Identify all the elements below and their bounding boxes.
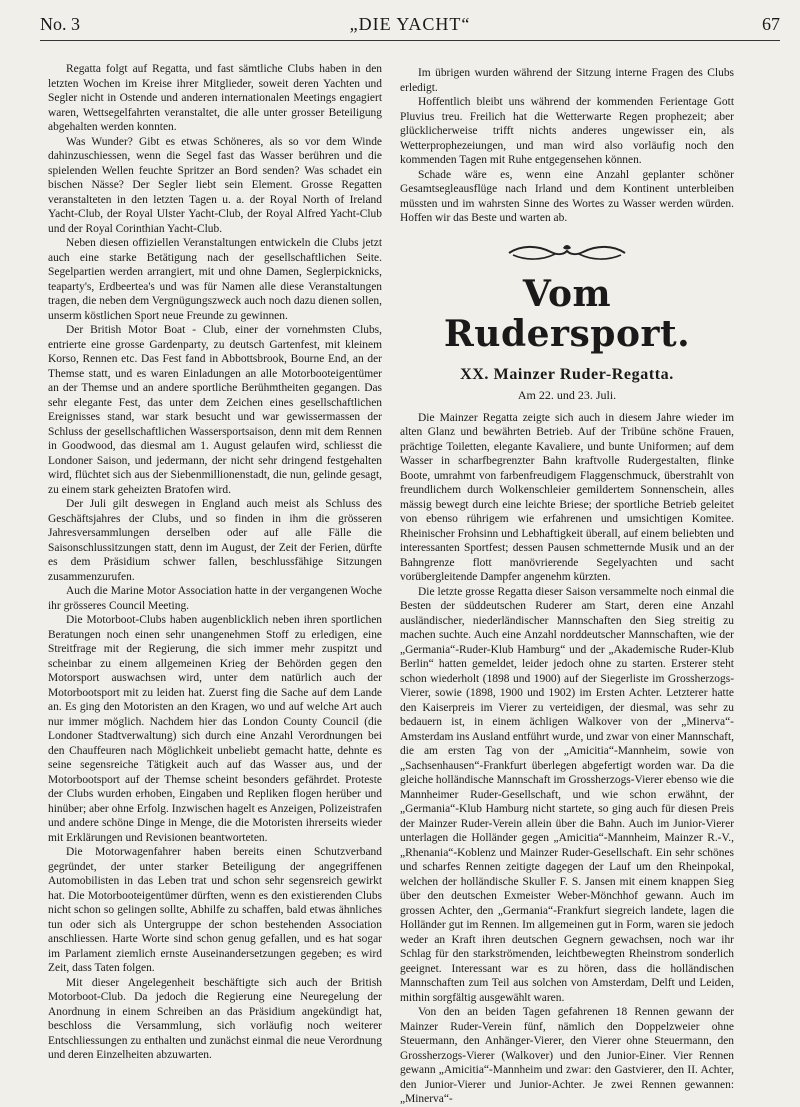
paragraph: Die Motorboot-Clubs haben augenblicklich neben ihren sportlichen Beratungen noch einen sehr unangenehmen Stoff zu erledigen, eine Streitfrage mit der Regierung, die sich immer mehr zuspitzt und scheinbar zu einem allgemeinen Krieg der Behörden gegen den Motorsport auswachsen wird, unter dem natürlich auch der Motorbootsport mit zu leiden hat. Zuerst fing die Sache auf dem Lande an. Es ging den Motoristen an den Kragen, wo und auf welche Art auch nur immer möglich. Nachdem hier das London County Council (die Londoner Stadtverwaltung) sich durch eine Anzahl Verordnungen bei den Chauffeuren nach Möglichkeit unbeliebt gemacht hatte, dehnte es seine segensreiche Tätigkeit auch auf das Wasser aus, und der Motorbootsport auf der Themse scheint besonders gefährdet. Proteste der Clubs wurden erhoben, Eingaben und Repliken flogen herüber und hinüber; aber ohne Erfolg. Inzwischen hagelt es Anzeigen, Polizeistrafen und andere schöne Dinge in Menge, die die Motoristen ihrerseits wieder mit Erklärungen und Revisionen beantworteten. [48,614,382,844]
journal-title: „DIE YACHT“ [349,14,471,34]
article-date: Am 22. und 23. Juli. [517,388,617,402]
paragraph: Hoffentlich bleibt uns während der kommenden Ferientage Gott Pluvius treu. Freilich hat die Wetterwarte Regen prophezeit; aber glücklicherweise trifft nichts anderes ungewisser ein, als Wetterprophezeiungen, und man wird also vorläufig noch den kommenden Tagen mit Ruhe entgegensehen können. [400,96,734,166]
paragraph: Neben diesen offiziellen Veranstaltungen entwickeln die Clubs jetzt auch eine starke Betätigung nach der gesellschaftlichen Seite. Segelpartien werden arrangiert, mit und ohne Damen, Seglerpicknicks, teaparty's, Erdbeertea's und was für Namen alle diese Veranstaltungen tragen, die neben dem Vergnügungszweck auch noch dazu dienen sollen, unserm köstlichen Sport neue Freunde zu gewinnen. [48,237,382,322]
paragraph: Im übrigen wurden während der Sitzung interne Fragen des Clubs erledigt. [400,67,734,94]
ornament-divider-icon [400,242,734,264]
page-header [40,14,780,42]
paragraph: Die letzte grosse Regatta dieser Saison versammelte noch einmal die Besten der süddeutschen Ruderer am Start, deren eine Anzahl ausländischer, niederländischer Mannschaften den Sieg streitig zu machen suchte. Auch eine Anzahl norddeutscher Mannschaften, wie der „Germania“-Ruder-Klub Hamburg“ und der „Akademische Ruder-Klub Berlin“ hatten gemeldet, leider jedoch ohne zu starten. Ersterer steht schon wiederholt (1898 und 1900) auf der Siegerliste im Grossherzogs-Vierer, sowie (1898, 1900 und 1902) im Ersten Achter. Letzterer hatte den Kaiserpreis im Vierer zu verteidigen, der diesmal, was sehr zu bedauern ist, in einem ächligen Walkover von der „Minerva“-Amsterdam ins Ausland entführt wurde, und zwar von einer Mannschaft, die am ersten Tag von der „Amicitia“-Mannheim, sowie von „Sachsenhausen“-Frankfurt überlegen abgefertigt worden war. Da die gleiche holländische Mannschaft im Grossherzogs-Vierer ebenso wie die Mannheimer Ruder-Gesellschaft, und wie schon erwähnt, der „Germania“-Klub Hamburg nicht startete, so ging auch für diesen Preis der Mainzer Ruder-Verein allein über die Bahn. Auch im Junior-Vierer unterlagen die Holländer gegen „Amicitia“-Mannheim, Mainzer R.-V., „Rhenania“-Koblenz und Mainzer Ruder-Gesellschaft. Ein sehr schönes und scharfes Rennen zeitigte dagegen der Lauf um den Rheinpokal, welchen der holländische Skuller F. S. Jansen mit einem knappen Sieg über den deutschen Exmeister Weber-Mönchhof gewann. Auch im grossen Achter, den „Germania“-Frankfurt siegreich landete, lagen die Holländer gut im Rennen. Im allgemeinen gut in Form, waren sie jedoch weder an Kraft ihren deutschen Gegnern gewachsen, noch war ihr Schlag für den starkströmenden, leichtbewegten Rheinstrom sonderlich geeignet. Interessant war es zu hören, dass die holländischen Mannschaften zum Teil aus solchen von Amsterdam, Delft und Leiden, mithin sorgfältig ausgewählt waren. [400,585,734,1004]
issue-number: No. 3 [40,14,80,34]
paragraph: Schade wäre es, wenn eine Anzahl geplanter schöner Gesamtsegleausflüge nach Irland und dem Kontinent unterbleiben müssten und im wahrsten Sinne des Wortes zu Wasser werden würden. Hoffen wir das Beste und warten ab. [400,168,734,224]
article-title: XX. Mainzer Ruder-Regatta. [460,365,674,383]
paragraph: Was Wunder? Gibt es etwas Schöneres, als so vor dem Winde dahinzuschiessen, wenn die Segel fast das Wasser berühren und die spielenden Wellen feuchte Spritzer an Bord senden? Was schadet ein bischen Nässe? Der Segler liebt sein Element. Grosse Regatten veranstalteten in den letzten Tagen u. a. der Royal North of Ireland Yacht-Club, der Royal Ulster Yacht-Club, der Royal Alfred Yacht-Club und der Royal Corinthian Yacht-Club. [48,135,382,235]
page-number: 67 [762,14,780,34]
right-column [400,66,734,1107]
paragraph: Der Juli gilt deswegen in England auch meist als Schluss des Geschäftsjahres der Clubs, und so finden in ihm die grösseren Jahresversammlungen derselben oder auf alle Fälle die Saisonschlussitzungen statt, denn im August, der Zeit der Ferien, dürfte es dem Präsidium schwer fallen, beschlussfähige Sitzungen zusammenzurufen. [48,498,382,583]
paragraph: Regatta folgt auf Regatta, und fast sämtliche Clubs haben in den letzten Wochen im Kreise ihrer Mitglieder, soweit deren Yachten und Segler nicht in Ostende und anderen internationalen Meetings engagiert waren, Wettsegelfahrten veranstaltet, die alle unter grosser Beteiligung abgehalten werden konnten. [48,63,382,133]
paragraph: Auch die Marine Motor Association hatte in der vergangenen Woche ihr grösseres Council Meeting. [48,585,382,612]
paragraph: Die Mainzer Regatta zeigte sich auch in diesem Jahre wieder im alten Glanz und bewährten Betrieb. Auf der Tribüne schöne Frauen, prächtige Toiletten, elegante Kavaliere, und bunte Uniformen; auf dem Wasser in scharfbegrenzter Bahn kraftvolle Rudergestalten, flinke Boote, umrahmt von farbenfreudigem Flaggenschmuck, überstrahlt von freundlichem durch Wolkenschleier gemildertem Sonnenschein, alles mässig bewegt durch eine leichte Briese; der sportliche Betrieb geleitet von ebenso rührigem wie erfahrenen und umsichtigen Komitee. Rheinischer Frohsinn und Lebhaftigkeit überall, auf einem beliebten und interessanten Sportfest; dessen Pausen schmetternde Musik und an der Bahngrenze flott manövrierende Segelyachten und sacht vorübergleitende Dampfer angenehm kürzten. [400,411,734,583]
paragraph: Der British Motor Boat - Club, einer der vornehmsten Clubs, entrierte eine grosse Gardenparty, zu deutsch Gartenfest, mit kleinem Korso, Rennen etc. Das Fest fand in Abbottsbrook, Bourne End, an der Themse statt, und es waren Einladungen an alle Motorbooteigentümer an der Themse und an andere sportliche Berühmtheiten gegangen. Das sehr elegante Fest, das unter dem Zeichen eines gesellschaftlichen Ereignisses stand, war stark besucht und war gewissermassen der Schluss der gesellschaftlichen Wassersportsaison, denn mit dem Rennen in Goodwood, das diesmal am 1. August gelaufen wird, schliesst die Londoner Saison, und jedermann, der nicht sehr dringend festgehalten wird, flüchtet sich aus der Siebenmillionenstadt, die nun, gelinde gesagt, zu einem stark geheizten Bratofen wird. [48,324,382,496]
paragraph: Die Motorwagenfahrer haben bereits einen Schutzverband gegründet, der unter starker Beteiligung der angegriffenen Automobilisten in das Leben trat und schon sehr segensreich gewirkt hat. Die Motorbooteigentümer dürften, wenn es den existierenden Clubs nicht schon so gelingen sollte, Abhilfe zu schaffen, bald etwas ähnliches tun oder sich als Untergruppe der schon bestehenden Association anschliessen. Harte Worte sind schon genug gefallen, und es hat sogar im Parlament ziemlich ernste Auseinandersetzungen gegeben; es wird Zeit, dass Taten folgen. [48,846,382,974]
header-rule [40,40,780,41]
paragraph: Mit dieser Angelegenheit beschäftigte sich auch der British Motorboot-Club. Da jedoch die Regierung eine Neuregelung der Anordnung in einem Schreiben an das Präsidium angekündigt hat, beschloss die Versammlung, sich vorläufig noch weiterer Entschliessungen zu enthalten und zunächst einmal die neue Verordnung und deren Einzelheiten abzuwarten. [48,976,382,1061]
left-column [48,62,382,1063]
paragraph: Von den an beiden Tagen gefahrenen 18 Rennen gewann der Mainzer Ruder-Verein fünf, nämlich den Doppelzweier ohne Steuermann, den Anhänger-Vierer, den Vierer ohne Steuermann, den Grossherzogs-Vierer (Walkover) und den Junior-Einer. Vier Rennen gewann „Amicitia“-Mannheim und zwar: den Gastvierer, den II. Achter, den Junior-Vierer und Junior-Achter. Je zwei Rennen gewannen: „Minerva“- [400,1006,734,1105]
section-title: Vom Rudersport. [443,272,691,355]
